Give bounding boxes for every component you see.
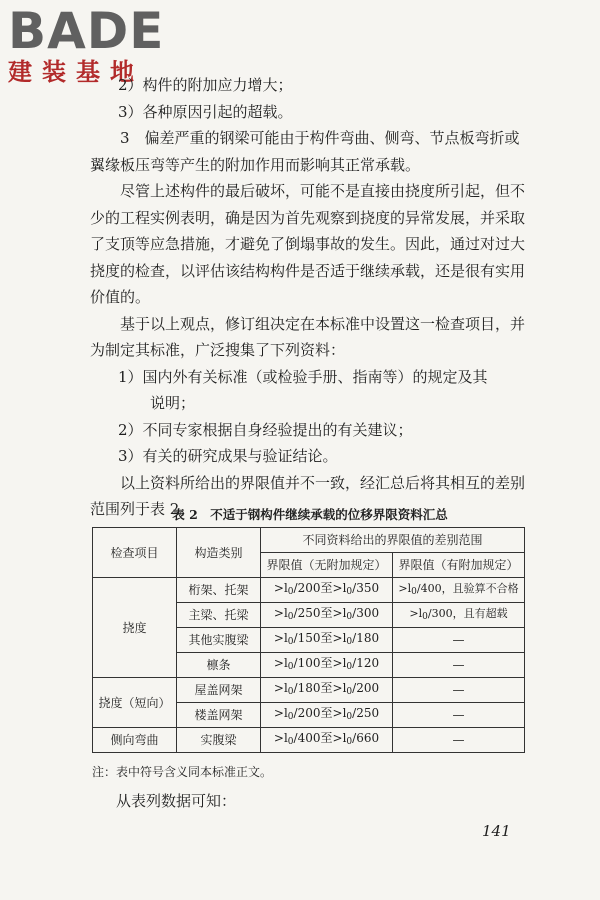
structure-type-cell: 檩条 (177, 653, 261, 678)
slash: / (352, 581, 357, 595)
limit-high: 180 (356, 631, 380, 645)
limit-low: 200 (297, 581, 321, 595)
limit-no-extra-cell (261, 678, 393, 703)
subscript: 0 (346, 612, 353, 622)
range-to: 至 (320, 706, 333, 720)
gt-symbol: > (332, 731, 343, 745)
length-symbol: l (283, 581, 288, 595)
closing-line: 从表列数据可知： (116, 792, 237, 810)
list-item: 2）不同专家根据自身经验提出的有关建议； (118, 420, 413, 439)
limit-with-extra-cell: — (393, 728, 525, 753)
list-item-continued: 说明； (150, 394, 196, 412)
limit-no-extra-cell (261, 728, 393, 753)
check-item-cell: 挠度（短向） (93, 678, 177, 728)
limit-with-extra-cell: — (393, 653, 525, 678)
length-symbol: l (342, 731, 347, 745)
subscript: 0 (346, 687, 353, 697)
subscript: 0 (346, 662, 353, 672)
slash: / (352, 656, 357, 670)
limit-high: 350 (356, 581, 380, 595)
slash: / (293, 606, 298, 620)
length-symbol: l (342, 706, 347, 720)
slash: / (352, 731, 357, 745)
table-header-row (93, 528, 525, 553)
limit-high: 250 (356, 706, 380, 720)
subscript: 0 (287, 637, 294, 647)
slash: / (352, 631, 357, 645)
extra-rest: /400，且验算不合格 (416, 581, 519, 595)
extra-rest: /300，且有超载 (427, 606, 508, 620)
check-item-cell: 挠度 (93, 578, 177, 678)
limit-no-extra-cell (261, 578, 393, 603)
subscript: 0 (287, 687, 294, 697)
length-symbol: l (342, 581, 347, 595)
slash: / (293, 706, 298, 720)
limit-with-extra-cell: — (393, 628, 525, 653)
page-number: 141 (482, 822, 511, 840)
range-to: 至 (320, 681, 333, 695)
subscript: 0 (422, 611, 428, 622)
gt-symbol: > (332, 656, 343, 670)
paragraph: 以上资料所给出的界限值并不一致，经汇总后将其相互的差别范围列于表 2。 (90, 473, 526, 518)
gt-symbol: > (332, 581, 343, 595)
paragraph: 基于以上观点，修订组决定在本标准中设置这一检查项目，并为制定其标准，广泛搜集了下列资料： (90, 314, 526, 359)
range-to: 至 (320, 731, 333, 745)
subscript: 0 (287, 712, 294, 722)
list-item: 2）构件的附加应力增大； (118, 76, 293, 94)
list-item: 3）有关的研究成果与验证结论。 (118, 447, 338, 465)
subscript: 0 (287, 737, 294, 747)
limit-no-extra-cell (261, 628, 393, 653)
length-symbol: l (342, 656, 347, 670)
limit-no-extra-cell (261, 703, 393, 728)
limit-high: 660 (356, 731, 380, 745)
length-symbol: l (283, 706, 288, 720)
range-to: 至 (320, 606, 333, 620)
extra-prefix: >l (398, 581, 412, 595)
table-row (93, 578, 525, 603)
gt-symbol: > (332, 706, 343, 720)
limit-high: 300 (356, 606, 380, 620)
length-symbol: l (342, 681, 347, 695)
slash: / (293, 656, 298, 670)
length-symbol: l (283, 731, 288, 745)
header-limit-range: 不同资料给出的界限值的差别范围 (261, 528, 525, 553)
body-text (90, 72, 530, 523)
slash: / (293, 681, 298, 695)
header-limit-no-extra: 界限值（无附加规定） (261, 553, 393, 578)
length-symbol: l (283, 606, 288, 620)
watermark-brand: BADE (8, 2, 165, 60)
limit-with-extra-cell: — (393, 703, 525, 728)
gt-symbol: > (273, 606, 284, 620)
length-symbol: l (283, 681, 288, 695)
gt-symbol: > (273, 581, 284, 595)
limit-low: 400 (297, 731, 321, 745)
gt-symbol: > (273, 731, 284, 745)
subscript: 0 (346, 637, 353, 647)
limit-with-extra-cell (393, 603, 525, 628)
length-symbol: l (342, 606, 347, 620)
subscript: 0 (346, 737, 353, 747)
gt-symbol: > (273, 656, 284, 670)
limit-low: 180 (297, 681, 321, 695)
subscript: 0 (287, 587, 294, 597)
limit-high: 120 (356, 656, 380, 670)
slash: / (293, 731, 298, 745)
subscript: 0 (346, 587, 353, 597)
slash: / (352, 681, 357, 695)
length-symbol: l (283, 656, 288, 670)
limit-with-extra-cell (393, 578, 525, 603)
limit-with-extra-cell: — (393, 678, 525, 703)
header-structure-type: 构造类别 (177, 528, 261, 578)
gt-symbol: > (332, 631, 343, 645)
list-item: 3）各种原因引起的超载。 (118, 102, 293, 121)
limit-low: 100 (297, 656, 321, 670)
limit-low: 250 (297, 606, 321, 620)
limit-low: 150 (297, 631, 321, 645)
table-caption: 表 2 不适于钢构件继续承载的位移界限资料汇总 (172, 507, 448, 522)
limit-low: 200 (297, 706, 321, 720)
length-symbol: l (283, 631, 288, 645)
range-to: 至 (320, 631, 333, 645)
slash: / (352, 706, 357, 720)
slash: / (293, 581, 298, 595)
list-item: 1）国内外有关标准（或检验手册、指南等）的规定及其 (118, 367, 488, 386)
gt-symbol: > (273, 631, 284, 645)
structure-type-cell: 主梁、托梁 (177, 603, 261, 628)
subscript: 0 (287, 662, 294, 672)
gt-symbol: > (332, 681, 343, 695)
paragraph: 3 偏差严重的钢梁可能由于构件弯曲、侧弯、节点板弯折或翼缘板压弯等产生的附加作用而影响其正常承载。 (90, 129, 520, 174)
length-symbol: l (342, 631, 347, 645)
table-row (93, 728, 525, 753)
table-note: 注：表中符号含义同本标准正文。 (92, 765, 273, 779)
gt-symbol: > (273, 706, 284, 720)
slash: / (352, 606, 357, 620)
structure-type-cell: 屋盖网架 (177, 678, 261, 703)
displacement-limit-table (92, 527, 525, 753)
range-to: 至 (320, 656, 333, 670)
gt-symbol: > (332, 606, 343, 620)
paragraph: 尽管上述构件的最后破坏，可能不是直接由挠度所引起，但不少的工程实例表明，确是因为首先观察到挠度的异常发展，并采取了支顶等应急措施，才避免了倒塌事故的发生。因此，通过对过大挠度的检查，以评估该结构构件是否适于继续承载，还是很有实用价值的。 (90, 182, 526, 306)
watermark-brand-cn: 建装基地 (8, 58, 144, 86)
structure-type-cell: 桁架、托架 (177, 578, 261, 603)
check-item-cell: 侧向弯曲 (93, 728, 177, 753)
slash: / (293, 631, 298, 645)
range-to: 至 (320, 581, 333, 595)
gt-symbol: > (273, 681, 284, 695)
extra-prefix: >l (409, 606, 423, 620)
structure-type-cell: 楼盖网架 (177, 703, 261, 728)
limit-no-extra-cell (261, 653, 393, 678)
limit-no-extra-cell (261, 603, 393, 628)
subscript: 0 (346, 712, 353, 722)
header-limit-with-extra: 界限值（有附加规定） (393, 553, 525, 578)
subscript: 0 (287, 612, 294, 622)
header-check-item: 检查项目 (93, 528, 177, 578)
subscript: 0 (411, 586, 417, 597)
limit-high: 200 (356, 681, 380, 695)
table-row (93, 678, 525, 703)
structure-type-cell: 其他实腹梁 (177, 628, 261, 653)
structure-type-cell: 实腹梁 (177, 728, 261, 753)
